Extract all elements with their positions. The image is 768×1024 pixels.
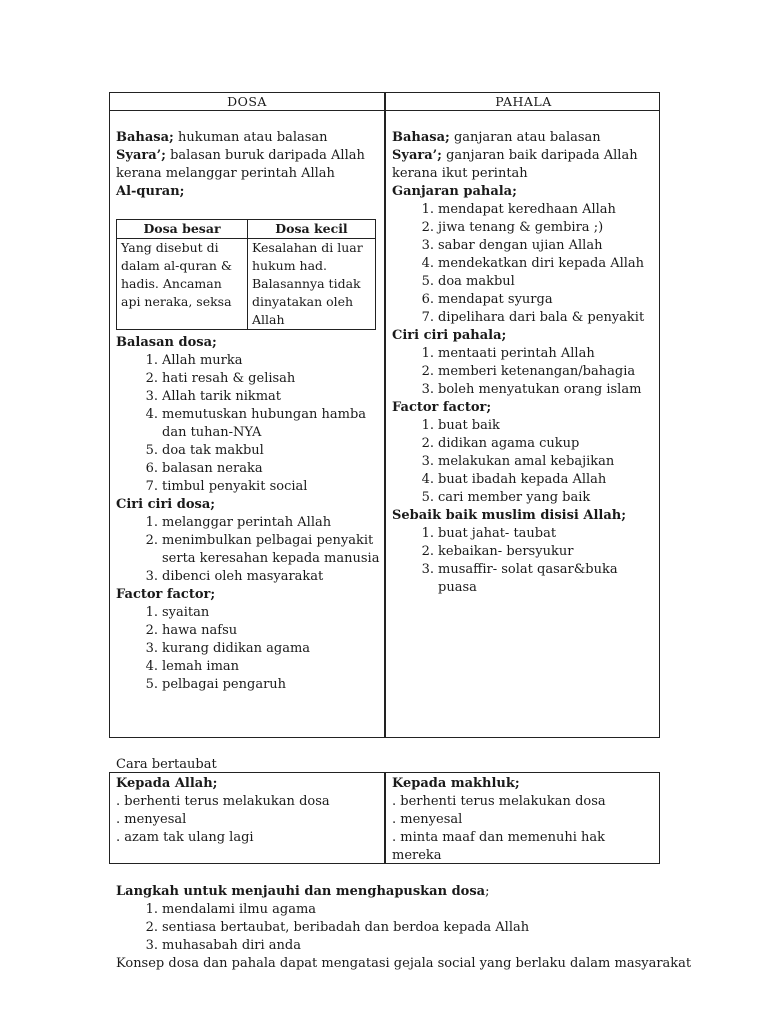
list-item [116, 514, 382, 532]
ciri-pahala-title: Ciri ciri pahala; [392, 328, 507, 343]
list-number: 2. [421, 544, 434, 559]
list-number: 2. [145, 920, 158, 935]
list-item-text: hati resah & gelisah [162, 371, 296, 386]
ciri-dosa-list [116, 514, 382, 586]
list-item [116, 370, 382, 388]
kepada-allah-lines [116, 793, 382, 847]
list-item-text: sabar dengan ujian Allah [438, 238, 603, 253]
list-item [116, 532, 382, 568]
list-item-text: Allah tarik nikmat [162, 389, 282, 404]
dosa-bahasa: Bahasa; hukuman atau balasan [116, 130, 328, 145]
list-item [392, 471, 658, 489]
list-number: 5. [145, 677, 158, 692]
list-item [392, 273, 658, 291]
list-item-text: buat baik [438, 418, 500, 433]
column-divider [384, 93, 386, 737]
cara-bertaubat-table [109, 772, 660, 864]
list-number: 3. [145, 641, 158, 656]
list-number: 1. [145, 353, 158, 368]
list-item [392, 363, 658, 381]
ganjaran-pahala-list [392, 201, 658, 327]
ciri-dosa-title: Ciri ciri dosa; [116, 497, 216, 512]
list-item [392, 453, 658, 471]
list-item [392, 561, 658, 597]
list-item [392, 417, 658, 435]
list-item [392, 201, 658, 219]
langkah-heading: Langkah untuk menjauhi dan menghapuskan dosa; [116, 884, 490, 899]
list-number: 7. [145, 479, 158, 494]
dosa-kecil-cell: Kesalahan di luar hukum had. Balasannya tidak dinyatakan oleh Allah [248, 239, 376, 330]
ganjaran-pahala-title: Ganjaran pahala; [392, 184, 517, 199]
list-item-text: melakukan amal kebajikan [438, 454, 615, 469]
list-number: 2. [145, 533, 158, 548]
line-item: . minta maaf dan memenuhi hak mereka [392, 830, 606, 863]
list-item-text: Allah murka [162, 353, 243, 368]
list-number: 5. [421, 490, 434, 505]
line-item: . berhenti terus melakukan dosa [116, 794, 330, 809]
list-item-text: memutuskan hubungan hamba dan tuhan-NYA [162, 407, 367, 440]
pahala-column [392, 129, 658, 597]
list-item [116, 919, 676, 937]
list-item [116, 676, 382, 694]
dosa-column [116, 129, 382, 694]
list-item [116, 388, 382, 406]
kepada-makhluk-cell [392, 775, 658, 865]
list-item [116, 640, 382, 658]
list-number: 3. [145, 569, 158, 584]
balasan-dosa-title: Balasan dosa; [116, 335, 217, 350]
list-item-text: buat jahat- taubat [438, 526, 557, 541]
sebaik-title: Sebaik baik muslim disisi Allah; [392, 508, 627, 523]
list-item-text: muhasabah diri anda [162, 938, 302, 953]
factor-pahala-list [392, 417, 658, 507]
list-number: 1. [145, 902, 158, 917]
dosa-kecil-header: Dosa kecil [248, 220, 376, 239]
list-item-text: sentiasa bertaubat, beribadah dan berdoa kepada Allah [162, 920, 530, 935]
list-item [392, 525, 658, 543]
list-number: 3. [421, 382, 434, 397]
line-item: . menyesal [116, 812, 187, 827]
list-item-text: mentaati perintah Allah [438, 346, 595, 361]
line-item: . menyesal [392, 812, 463, 827]
list-item [392, 543, 658, 561]
list-item [392, 309, 658, 327]
list-number: 5. [421, 274, 434, 289]
pahala-bahasa: Bahasa; ganjaran atau balasan [392, 130, 601, 145]
kepada-allah-title: Kepada Allah; [116, 776, 218, 791]
list-item-text: melanggar perintah Allah [162, 515, 332, 530]
list-item [116, 478, 382, 496]
langkah-title: Langkah untuk menjauhi dan menghapuskan dosa [116, 884, 486, 899]
cara-bertaubat-label: Cara bertaubat [116, 757, 217, 772]
list-item-text: timbul penyakit social [162, 479, 308, 494]
list-item [116, 937, 676, 955]
list-number: 3. [421, 454, 434, 469]
list-number: 6. [421, 292, 434, 307]
factor-dosa-list [116, 604, 382, 694]
list-number: 3. [421, 562, 434, 577]
list-item [116, 901, 676, 919]
list-item-text: dibenci oleh masyarakat [162, 569, 324, 584]
list-item-text: mendekatkan diri kepada Allah [438, 256, 645, 271]
kepada-allah-cell [116, 775, 382, 847]
list-item-text: dipelihara dari bala & penyakit [438, 310, 645, 325]
list-number: 4. [145, 407, 158, 422]
list-item-text: mendapat keredhaan Allah [438, 202, 616, 217]
list-number: 3. [145, 938, 158, 953]
list-item-text: doa tak makbul [162, 443, 264, 458]
list-item-text: buat ibadah kepada Allah [438, 472, 607, 487]
list-item-text: pelbagai pengaruh [162, 677, 287, 692]
list-item-text: mendalami ilmu agama [162, 902, 317, 917]
dosa-besar-header: Dosa besar [117, 220, 248, 239]
factor-pahala-title: Factor factor; [392, 400, 492, 415]
list-item [392, 435, 658, 453]
list-item [392, 345, 658, 363]
list-number: 2. [145, 371, 158, 386]
langkah-list [116, 901, 676, 955]
list-number: 1. [421, 418, 434, 433]
list-item-text: kurang didikan agama [162, 641, 311, 656]
list-item-text: jiwa tenang & gembira ;) [438, 220, 604, 235]
kepada-makhluk-title: Kepada makhluk; [392, 776, 520, 791]
dosa-syara: Syara’; balasan buruk daripada Allah kerana melanggar perintah Allah [116, 148, 365, 181]
line-item: . azam tak ulang lagi [116, 830, 254, 845]
langkah-section [116, 883, 676, 955]
list-number: 4. [145, 659, 158, 674]
konsep-text: Konsep dosa dan pahala dapat mengatasi gejala social yang berlaku dalam masyarakat [116, 956, 692, 971]
list-number: 1. [421, 202, 434, 217]
list-item-text: boleh menyatukan orang islam [438, 382, 642, 397]
list-item-text: cari member yang baik [438, 490, 591, 505]
header-dosa: DOSA [227, 94, 267, 109]
list-number: 2. [145, 623, 158, 638]
list-item [392, 237, 658, 255]
list-item [116, 568, 382, 586]
list-item-text: hawa nafsu [162, 623, 238, 638]
list-number: 2. [421, 220, 434, 235]
list-item [116, 622, 382, 640]
line-item: . berhenti terus melakukan dosa [392, 794, 606, 809]
pahala-syara: Syara’; ganjaran baik daripada Allah kerana ikut perintah [392, 148, 638, 181]
list-number: 4. [421, 472, 434, 487]
list-number: 1. [421, 346, 434, 361]
list-item [392, 489, 658, 507]
balasan-dosa-list [116, 352, 382, 496]
kepada-makhluk-lines [392, 793, 658, 865]
list-item [392, 381, 658, 399]
list-number: 3. [421, 238, 434, 253]
list-item-text: kebaikan- bersyukur [438, 544, 574, 559]
dosa-inner-table [116, 219, 376, 330]
list-item [392, 255, 658, 273]
column-divider [384, 773, 386, 863]
list-number: 2. [421, 436, 434, 451]
list-item-text: didikan agama cukup [438, 436, 580, 451]
list-item-text: mendapat syurga [438, 292, 553, 307]
list-item-text: memberi ketenangan/bahagia [438, 364, 636, 379]
list-number: 6. [145, 461, 158, 476]
list-number: 1. [145, 515, 158, 530]
list-number: 1. [421, 526, 434, 541]
sebaik-list [392, 525, 658, 597]
dosa-alquran-label: Al-quran; [116, 184, 185, 199]
ciri-pahala-list [392, 345, 658, 399]
list-number: 3. [145, 389, 158, 404]
list-number: 1. [145, 605, 158, 620]
list-item [116, 460, 382, 478]
list-number: 5. [145, 443, 158, 458]
list-number: 4. [421, 256, 434, 271]
header-pahala: PAHALA [495, 94, 552, 109]
list-item-text: balasan neraka [162, 461, 263, 476]
list-item [116, 442, 382, 460]
list-item-text: musaffir- solat qasar&buka puasa [438, 562, 618, 595]
list-item-text: syaitan [162, 605, 210, 620]
list-number: 2. [421, 364, 434, 379]
list-item [392, 219, 658, 237]
list-number: 7. [421, 310, 434, 325]
list-item [116, 352, 382, 370]
dosa-besar-cell: Yang disebut di dalam al-quran & hadis. Ancaman api neraka, seksa [117, 239, 248, 330]
list-item-text: lemah iman [162, 659, 240, 674]
main-table [109, 92, 660, 738]
list-item [116, 604, 382, 622]
factor-dosa-title: Factor factor; [116, 587, 216, 602]
list-item-text: menimbulkan pelbagai penyakit serta keresahan kepada manusia [162, 533, 380, 566]
list-item [392, 291, 658, 309]
list-item [116, 658, 382, 676]
list-item-text: doa makbul [438, 274, 515, 289]
list-item [116, 406, 382, 442]
